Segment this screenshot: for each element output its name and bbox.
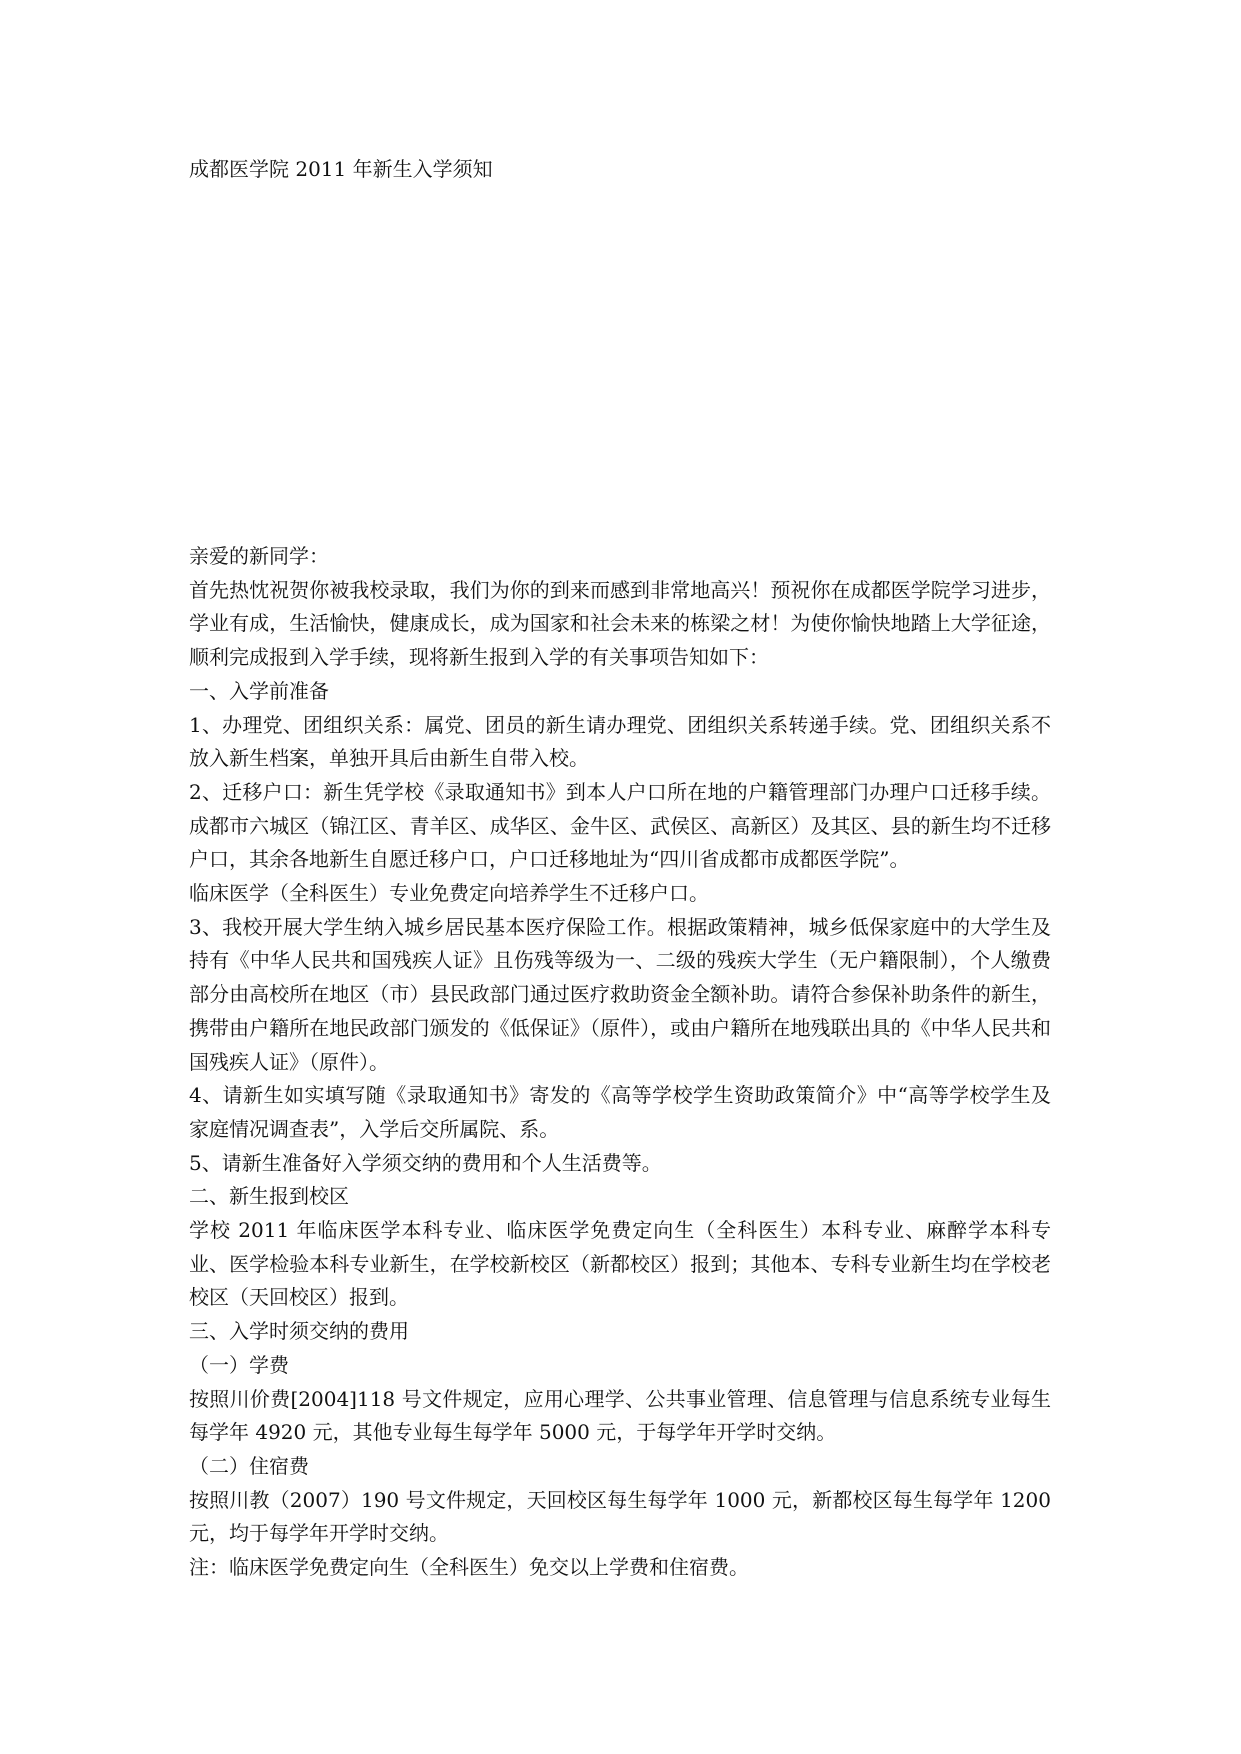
fee-exemption-note: 注：临床医学免费定向生（全科医生）免交以上学费和住宿费。 [189, 1555, 749, 1580]
section-heading-fees: 三、入学时须交纳的费用 [189, 1319, 409, 1344]
section-heading-campus: 二、新生报到校区 [189, 1184, 349, 1209]
campus-paragraph: 学校 2011 年临床医学本科专业、临床医学免费定向生（全科医生）本科专业、麻醉学本科专业、医学检验本科专业新生，在学校新校区（新都校区）报到；其他本、专科专业新生均在学校老校区（天回校区）报到。 [189, 1218, 1051, 1310]
item-survey-form: 4、请新生如实填写随《录取通知书》寄发的《高等学校学生资助政策简介》中“高等学校学生及家庭情况调查表”，入学后交所属院、系。 [189, 1083, 1051, 1141]
item-household-registration: 2、迁移户口：新生凭学校《录取通知书》到本人户口所在地的户籍管理部门办理户口迁移手续。成都市六城区（锦江区、青羊区、成华区、金牛区、武侯区、高新区）及其区、县的新生均不迁移户口，其余各地新生自愿迁移户口，户口迁移地址为“四川省成都市成都医学院”。 [189, 779, 1051, 872]
salutation: 亲爱的新同学： [189, 544, 329, 568]
subheading-accommodation: （二）住宿费 [189, 1453, 309, 1478]
tuition-paragraph: 按照川价费[2004]118 号文件规定，应用心理学、公共事业管理、信息管理与信息系统专业每生每学年 4920 元，其他专业每生每学年 5000 元，于每学年开学时交纳。 [189, 1386, 1051, 1445]
item-fees-preparation: 5、请新生准备好入学须交纳的费用和个人生活费等。 [189, 1150, 662, 1175]
document-body [189, 540, 1051, 1585]
document-title: 成都医学院 2011 年新生入学须知 [189, 157, 493, 181]
note-clinical-medicine-registration: 临床医学（全科医生）专业免费定向培养学生不迁移户口。 [189, 881, 709, 906]
subheading-tuition: （一）学费 [189, 1352, 289, 1377]
accommodation-paragraph: 按照川教（2007）190 号文件规定，天回校区每生每学年 1000 元，新都校区每生每学年 1200 元，均于每学年开学时交纳。 [189, 1487, 1051, 1546]
intro-paragraph: 首先热忱祝贺你被我校录取，我们为你的到来而感到非常地高兴！预祝你在成都医学院学习进步，学业有成，生活愉快，健康成长，成为国家和社会未来的栋梁之材！为使你愉快地踏上大学征途，顺利完成报到入学手续，现将新生报到入学的有关事项告知如下： [189, 577, 1051, 670]
item-medical-insurance: 3、我校开展大学生纳入城乡居民基本医疗保险工作。根据政策精神，城乡低保家庭中的大学生及持有《中华人民共和国残疾人证》且伤残等级为一、二级的残疾大学生（无户籍限制），个人缴费部分由高校所在地区（市）县民政部门通过医疗救助资金全额补助。请符合参保补助条件的新生，携带由户籍所在地民政部门颁发的《低保证》（原件），或由户籍所在地残联出具的《中华人民共和国残疾人证》（原件）。 [189, 914, 1051, 1074]
section-heading-preparation: 一、入学前准备 [189, 678, 329, 703]
item-party-league-relations: 1、办理党、团组织关系：属党、团员的新生请办理党、团组织关系转递手续。党、团组织关系不放入新生档案，单独开具后由新生自带入校。 [189, 712, 1051, 771]
